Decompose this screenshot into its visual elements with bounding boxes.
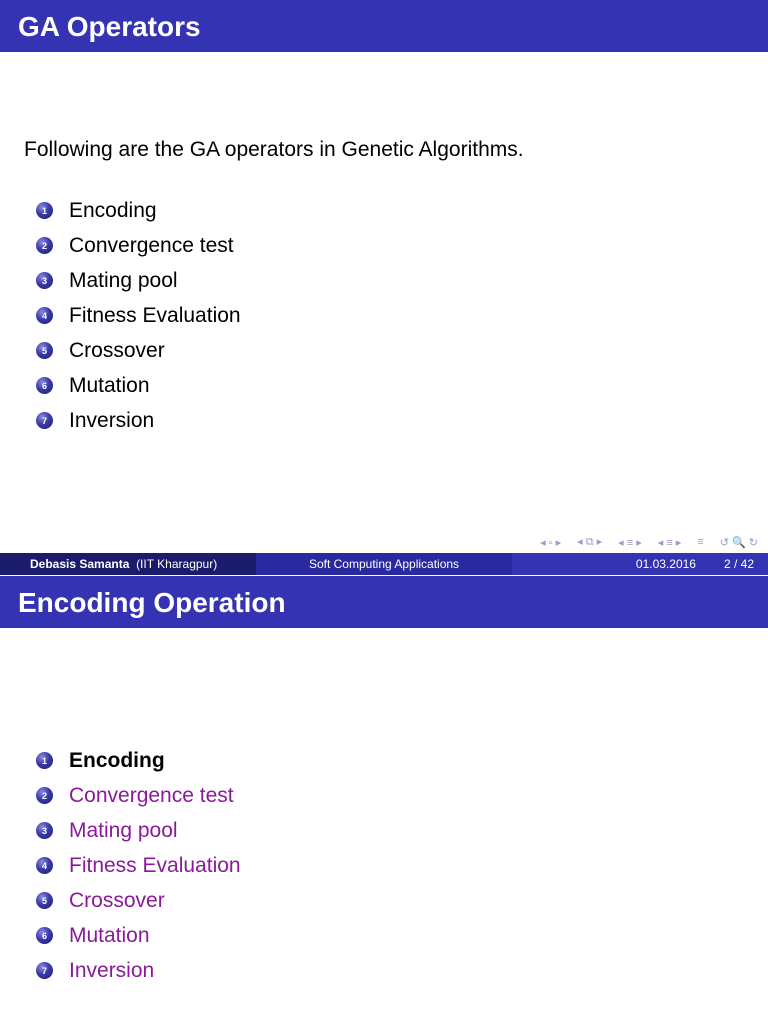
list-item-label: Encoding: [69, 748, 165, 772]
nav-menu-icon[interactable]: ≡: [697, 536, 704, 548]
list-item-label: Crossover: [69, 888, 165, 912]
enum-ball-icon: 4: [36, 307, 53, 324]
enum-ball-icon: 2: [36, 787, 53, 804]
list-item: [36, 298, 241, 333]
enum-ball-icon: 7: [36, 412, 53, 429]
list-item: [36, 848, 241, 883]
list-item-label: Inversion: [69, 408, 155, 432]
footer-course: Soft Computing Applications: [256, 553, 512, 575]
footer-author: Debasis Samanta (IIT Kharagpur): [0, 553, 256, 575]
list-item-label: Convergence test: [69, 233, 234, 257]
footer-date: 01.03.2016: [635, 557, 696, 571]
enum-ball-icon: 3: [36, 822, 53, 839]
list-item: [36, 368, 241, 403]
list-item: [36, 813, 241, 848]
operator-list: [36, 193, 241, 438]
list-item-label: Mating pool: [69, 268, 178, 292]
enum-ball-icon: 6: [36, 377, 53, 394]
nav-search-icon[interactable]: ↺ 🔍 ↻: [719, 536, 758, 549]
list-item: [36, 953, 241, 988]
enum-ball-icon: 1: [36, 202, 53, 219]
list-item-active: [36, 743, 241, 778]
enum-ball-icon: 4: [36, 857, 53, 874]
list-item-label: Mutation: [69, 373, 150, 397]
enum-ball-icon: 6: [36, 927, 53, 944]
list-item-label: Encoding: [69, 198, 157, 222]
slide-title: Encoding Operation: [0, 576, 768, 628]
footer-date-page: [512, 553, 768, 575]
list-item-label: Inversion: [69, 958, 155, 982]
list-item-label: Convergence test: [69, 783, 234, 807]
intro-text: Following are the GA operators in Genetic Algorithms.: [24, 138, 524, 161]
list-item: [36, 193, 241, 228]
nav-frame-icon[interactable]: ◂ ⧉ ▸: [577, 536, 603, 548]
enum-ball-icon: 7: [36, 962, 53, 979]
list-item-label: Mutation: [69, 923, 150, 947]
list-item: [36, 883, 241, 918]
list-item-label: Fitness Evaluation: [69, 303, 241, 327]
slide-encoding-operation: [0, 576, 768, 1024]
operator-list: [36, 743, 241, 988]
list-item-label: Fitness Evaluation: [69, 853, 241, 877]
list-item: [36, 778, 241, 813]
enum-ball-icon: 1: [36, 752, 53, 769]
nav-section-icon[interactable]: ◂ ≡ ▸: [657, 536, 682, 549]
list-item-label: Mating pool: [69, 818, 178, 842]
enum-ball-icon: 5: [36, 342, 53, 359]
nav-prev-icon[interactable]: ◂ ▫ ▸: [540, 536, 562, 549]
list-item: [36, 333, 241, 368]
nav-subsection-icon[interactable]: ◂ ≡ ▸: [618, 536, 642, 549]
list-item: [36, 228, 241, 263]
slide-title: GA Operators: [0, 0, 768, 52]
list-item: [36, 263, 241, 298]
list-item: [36, 403, 241, 438]
footer-page-number: 2 / 42: [723, 557, 754, 571]
enum-ball-icon: 5: [36, 892, 53, 909]
list-item: [36, 918, 241, 953]
enum-ball-icon: 3: [36, 272, 53, 289]
slide-footer: [0, 553, 768, 575]
beamer-nav-symbols: [540, 534, 758, 550]
list-item-label: Crossover: [69, 338, 165, 362]
enum-ball-icon: 2: [36, 237, 53, 254]
